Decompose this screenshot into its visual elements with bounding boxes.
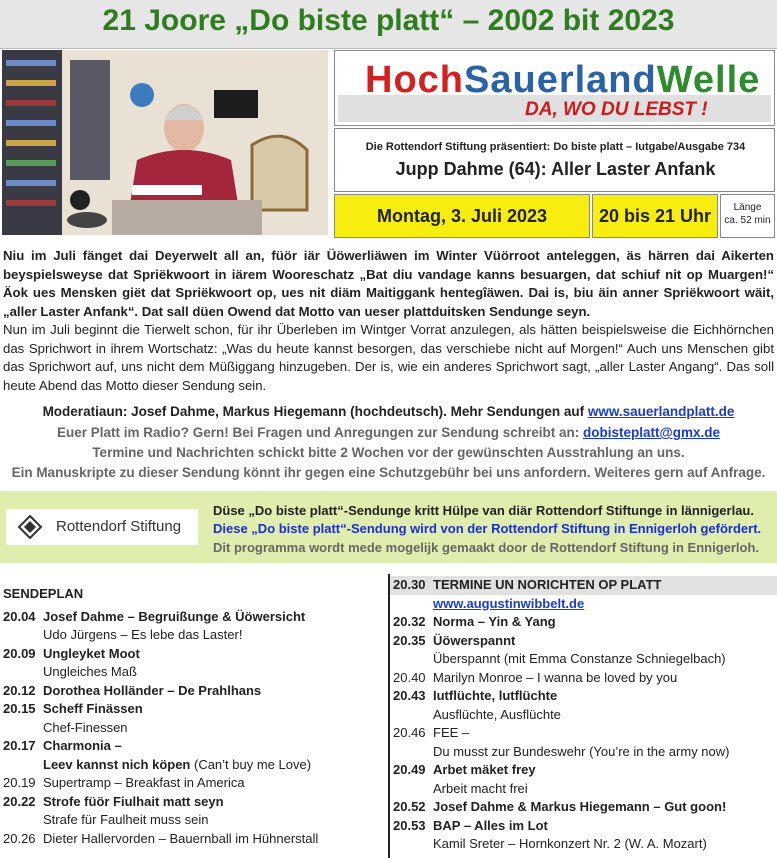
schedule-title: Scheff Finässen (43, 701, 143, 716)
schedule-time: 20.12 (3, 682, 36, 698)
schedule-subtitle: Ausflüchte, Ausflüchte (433, 706, 561, 722)
schedule-item (393, 632, 776, 651)
email-link[interactable]: dobisteplatt@gmx.de (583, 425, 720, 440)
schedule-subtitle: Chef-Finessen (43, 719, 128, 735)
schedule-item (3, 700, 383, 719)
length-value: ca. 52 min (724, 215, 771, 226)
intro-platt: Niu im Juli fänget dai Deyerwelt all an, füör iär Üöwerliäwen im Winter Vüörroot anteleggen, äs härren dai Aikerten beyspielsweyse dat Spriëkwoort in iärem Wooreschatz „Bat diu vandage kanns besuargen, dat schiuf nit op Muargen!“ Äok ues Mensken giët dat Spriëkwoort op, ues nit diäm Maitiggank hentegîäwen. Dai is, biu äin anner Spriëkwoort wäit, „aller Laster Anfank“. Dat sall düen Owend dat Motto van ueser plattduitsken Sendunge seyn. (3, 248, 774, 319)
logo-part-welle: Welle (656, 59, 761, 101)
schedule-time: 20.32 (393, 614, 426, 629)
broadcast-date: Montag, 3. Juli 2023 (334, 194, 590, 238)
schedule-time: 20.49 (393, 762, 426, 777)
schedule-item (3, 830, 383, 849)
page-title: 21 Joore „Do biste platt“ – 2002 bit 2023 (102, 4, 675, 37)
column-divider (388, 574, 390, 858)
sponsor-logo (6, 509, 198, 545)
sponsor-line-platt: Düse „Do biste platt“-Sendunge kritt Hülpe van diär Rottendorf Stiftunge in lännigerlau. (213, 503, 754, 518)
schedule-time: 20.43 (393, 688, 426, 703)
moderation-line (0, 404, 777, 419)
schedule-title: Norma – Yin & Yang (433, 614, 556, 629)
schedule-item (393, 761, 776, 780)
schedule-item (3, 774, 383, 793)
sponsor-diamond-icon (18, 515, 42, 539)
schedule-time: 20.09 (3, 645, 36, 661)
moderation-text: Moderatiaun: Josef Dahme, Markus Hiegemann (hochdeutsch). Mehr Sendungen auf (42, 404, 588, 419)
schedule-heading: SENDEPLAN (3, 586, 84, 601)
schedule-item (393, 613, 776, 632)
contact-line (0, 425, 777, 440)
episode-info (334, 128, 775, 192)
schedule-title: Iutflüchte, lutflüchte (433, 688, 558, 703)
schedule-time: 20.30 (393, 577, 426, 592)
schedule-title: Josef Dahme & Markus Hiegemann – Gut goon! (433, 799, 727, 814)
schedule-item (393, 687, 776, 706)
host-photo (2, 50, 328, 235)
schedule-time: 20.22 (3, 793, 36, 809)
schedule-item (3, 682, 383, 701)
schedule-time: 20.26 (3, 830, 36, 846)
schedule-title: Marilyn Monroe – I wanna be loved by you (433, 669, 678, 685)
schedule-item (393, 669, 776, 688)
length-box (720, 194, 775, 238)
schedule-title: Dorothea Holländer – De Prahlhans (43, 682, 262, 698)
schedule-left (3, 585, 383, 848)
schedule-item (393, 724, 776, 743)
schedule-item (3, 645, 383, 664)
schedule-subtitle: Kamil Sreter – Hornkonzert Nr. 2 (W. A. Mozart) (433, 836, 707, 851)
intro-hochdeutsch: Nun im Juli beginnt die Tierwelt schon, für ihr Überleben im Wintger Vorrat anzulegen, als hätten beispielsweise die Eichhörnchen das Sprichwort in ihrem Wortschatz: „Was du heute kannst besorgen, das verschiebe nicht auf Morgen!“ Auch uns Menschen gibt das Sprichwort auf, uns nicht dem Müßiggang hinzugeben. Der is, wie ein anderes Sprichwort sagt, „aller Laster Angang“. Das soll heute Abend das Motto dieser Sendung sein. (3, 322, 774, 393)
radio-slogan: DA, WO DU LEBST ! (525, 99, 708, 120)
sponsor-line-nl: Dit programma wordt mede mogelijk gemaakt door de Rottendorf Stiftung in Ennigerloh. (213, 540, 760, 555)
schedule-item (3, 793, 383, 812)
schedule-title: Josef Dahme – Begruißunge & Üöwersicht (43, 608, 306, 624)
schedule-title: BAP – Alles im Lot (433, 817, 548, 833)
radio-logo-box (334, 50, 775, 126)
schedule-time: 20.04 (3, 608, 36, 624)
schedule-item (393, 817, 776, 836)
broadcast-time: 20 bis 21 Uhr (592, 194, 718, 238)
schedule-right (393, 576, 776, 854)
schedule-title: FEE – (433, 725, 470, 740)
schedule-time: 20.46 (393, 725, 426, 740)
schedule-subtitle-bold: Leev kannst nich köpen (43, 756, 191, 772)
schedule-item (3, 737, 383, 756)
logo-part-hoch: Hoch (365, 59, 464, 101)
schedule-subtitle: Ungleiches Maß (43, 664, 137, 679)
manuscripts-line: Ein Manuskripte zu dieser Sendung könnt ihr gegen eine Schutzgebühr bei uns anfordern. Weiteres gern auf Anfrage. (11, 465, 766, 480)
radio-logo (365, 59, 760, 102)
schedule-time: 20.35 (393, 632, 426, 648)
schedule-subtitle: Du musst zur Bundeswehr (You’re in the army now) (433, 743, 730, 759)
schedule-title: Charmonia – (43, 738, 122, 753)
schedule-title: Supertramp – Breakfast in America (43, 775, 245, 790)
schedule-time: 20.15 (3, 701, 36, 716)
schedule-subtitle (3, 756, 383, 775)
schedule-time: 20.17 (3, 738, 36, 753)
website-link[interactable]: www.sauerlandplatt.de (587, 404, 735, 419)
deadline-line: Termine und Nachrichten schickt bitte 2 Wochen vor der gewünschten Ausstrahlung an uns. (92, 445, 685, 460)
logo-part-sauerland: Sauerland (464, 59, 657, 101)
schedule-item (393, 798, 776, 817)
sponsor-logo-text: Rottendorf Stiftung (56, 518, 182, 535)
host-photo-illustration (2, 50, 328, 235)
schedule-title: Ungleyket Moot (43, 645, 140, 661)
schedule-item (3, 608, 383, 627)
intro-text (3, 247, 774, 395)
episode-title: Jupp Dahme (64): Aller Laster Anfank (395, 159, 716, 179)
schedule-time: 20.53 (393, 817, 426, 833)
schedule-title: Strofe füör Fiulhait matt seyn (43, 793, 224, 809)
schedule-title: Üöwerspannt (433, 632, 516, 648)
schedule-time: 20.19 (3, 775, 36, 790)
schedule-subtitle-extra: (Can’t buy me Love) (190, 756, 312, 772)
schedule-item (393, 576, 776, 595)
schedule-title: TERMINE UN NORICHTEN OP PLATT (433, 577, 662, 592)
schedule-subtitle: Strafe für Faulheit muss sein (43, 812, 209, 827)
schedule-title: Dieter Hallervorden – Bauernball im Hühnerstall (43, 830, 319, 846)
schedule-time: 20.52 (393, 799, 426, 814)
presents-line: Die Rottendorf Stiftung präsentiert: Do biste platt – Iutgabe/Ausgabe 734 (365, 141, 746, 153)
sponsor-line-de: Diese „Do biste platt“-Sendung wird von der Rottendorf Stiftung in Ennigerloh gefördert. (213, 521, 762, 536)
schedule-title: Arbet mäket frey (433, 762, 536, 777)
length-label: Länge (733, 202, 762, 213)
schedule-subtitle: Arbeit macht frei (433, 780, 528, 796)
schedule-subtitle: Überspannt (mit Emma Constanze Schniegelbach) (433, 651, 726, 666)
schedule-subtitle: Udo Jürgens – Es lebe das Laster! (43, 627, 243, 642)
contact-text: Euer Platt im Radio? Gern! Bei Fragen und Anregungen zur Sendung schreibt an: (57, 425, 584, 440)
schedule-link[interactable]: www.augustinwibbelt.de (433, 595, 585, 611)
schedule-time: 20.40 (393, 669, 426, 685)
